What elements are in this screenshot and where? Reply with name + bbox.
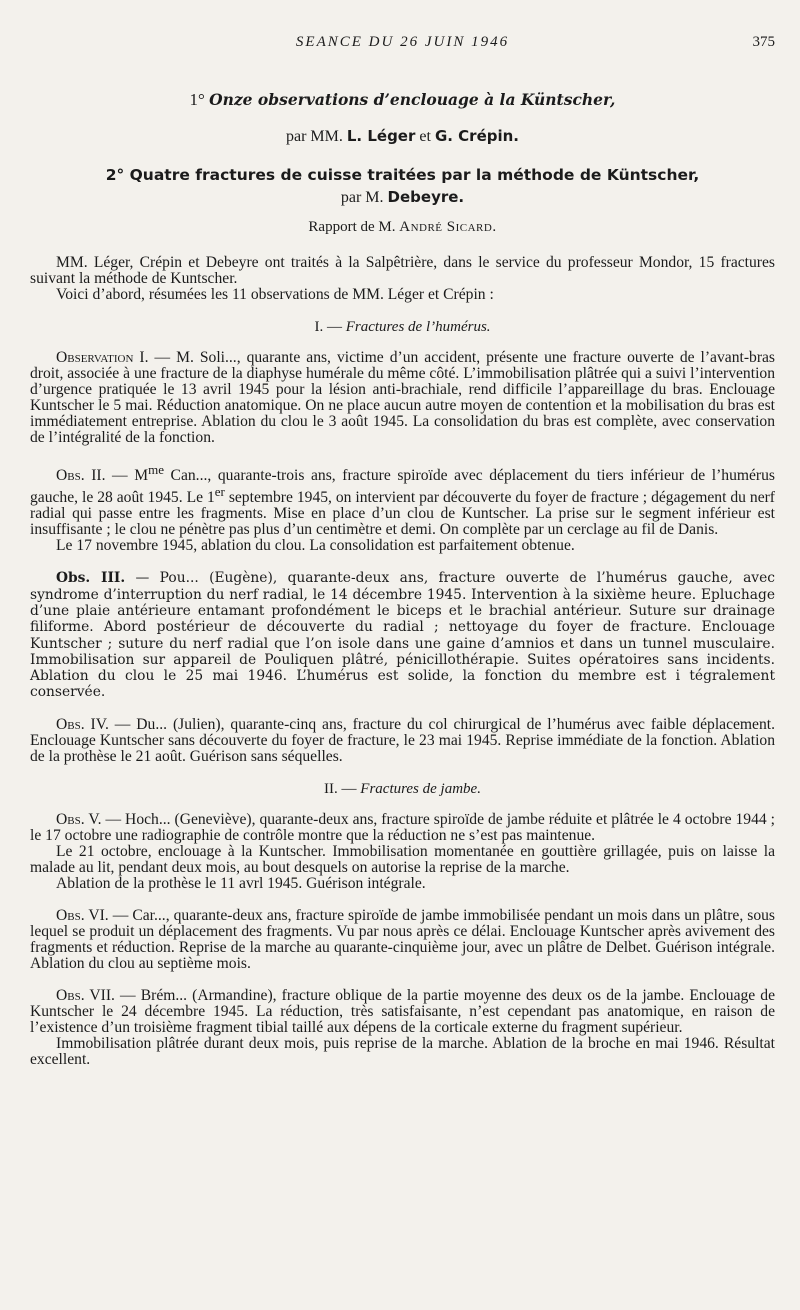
observation-2-continued: Le 17 novembre 1945, ablation du clou. La consolidation est parfaitement obtenue. [56, 537, 575, 555]
observation-text: — Brém... (Armandine), fracture oblique de la partie moyenne des deux os de la jambe. Enclouage de Kuntscher le 24 décembre 1945. La réduction, très satisfaisante, n’est cependant pas anatomique, en raison de l’existence d’un troisième fragment tibial taillé aux dépens de la corticale externe du fragment supérieur. [30, 986, 775, 1036]
observation-label: Obs. IV. [56, 715, 109, 733]
observation-label: Obs. VII. [56, 986, 115, 1004]
observation-text: — Du... (Julien), quarante-cinq ans, fracture du col chirurgical de l’humérus avec faible déplacement. Enclouage Kuntscher sans découverte du foyer de fracture, le 23 mai 1945. Reprise immédiate de la fonction. Ablation de la prothèse le 21 août. Guérison sans séquelles. [30, 715, 775, 765]
rapport-prefix: Rapport de M. [308, 219, 396, 235]
observation-text: — M [105, 467, 149, 485]
article1-title-text: Onze observations d’enclouage à la Küntscher, [209, 90, 616, 109]
observation-label: Obs. V. [56, 810, 102, 828]
article2-byline [30, 188, 775, 207]
article1-byline [30, 127, 775, 146]
observation-5-continued: Le 21 octobre, enclouage à la Kuntscher. Immobilisation momentanée en gouttière grillagée, puis on laisse la malade au lit, pendant deux mois, au bout desquels on autorise la reprise de la marche. [30, 842, 775, 876]
section-title: Fractures de l’humérus. [345, 319, 491, 335]
article1-prefix: 1° [189, 90, 205, 109]
observation-label: Observation I. [56, 349, 149, 366]
document-page [30, 34, 775, 1068]
observation-text: Can..., quarante-trois ans, fracture spiroïde avec déplacement du tiers inférieur de l’humérus gauche, le 28 août 1945. Le 1 [30, 467, 775, 507]
observation-4 [30, 717, 775, 765]
observation-label: Obs. II. [56, 467, 106, 485]
superscript: er [214, 484, 225, 500]
running-title: SEANCE DU 26 JUIN 1946 [295, 34, 510, 50]
running-head [30, 34, 775, 60]
section-heading [30, 781, 775, 798]
observation-label: Obs. VI. [56, 906, 109, 924]
observation-text: — Car..., quarante-deux ans, fracture spiroïde de jambe immobilisée pendant un mois dans un plâtre, sous lequel se produit un déplacement des fragments. Vu par nous après ce délai. Enclouage Kuntscher après avivement des fragments et réduction. Reprise de la marche au quarante-cinquième jour, avec un plâtre de Delbet. Guérison intégrale. Ablation du clou au septième mois. [30, 906, 775, 972]
section-number: II. — [324, 780, 357, 797]
observation-7 [30, 988, 775, 1036]
page-number: 375 [752, 34, 775, 50]
observation-7-continued: Immobilisation plâtrée durant deux mois, puis reprise de la marche. Ablation de la broche en mai 1946. Résultat excellent. [30, 1034, 775, 1068]
article2-title: 2° Quatre fractures de cuisse traitées par la méthode de Küntscher, [105, 166, 700, 184]
intro-paragraph: Voici d’abord, résumées les 11 observations de MM. Léger et Crépin : [56, 286, 494, 303]
observation-6 [30, 908, 775, 972]
observation-text: septembre 1945, on intervient par découverte du foyer de fracture ; dégagement du nerf radial qui passe entre les fragments. Mise en place d’un clou de Kuntscher. La prise sur le segment inférieur est insuffisante ; le clou ne pénètre pas plus d’un centimètre et demi. On complète par un cerclage au fil de Danis. [30, 489, 776, 539]
observation-2 [30, 462, 775, 538]
author-debeyre: Debeyre. [387, 188, 465, 206]
observation-5 [30, 812, 775, 844]
byline-prefix: par M. [340, 189, 384, 206]
section-heading [30, 319, 775, 336]
byline-prefix: par MM. [285, 128, 343, 145]
superscript: me [148, 462, 164, 477]
rapport-line [30, 219, 775, 236]
author-crepin: G. Crépin. [434, 127, 520, 145]
intro-paragraph: MM. Léger, Crépin et Debeyre ont traités à la Salpêtrière, dans le service du professeur Mondor, 15 fractures suivant la méthode de Kuntscher. [30, 254, 775, 287]
section-number: I. — [314, 319, 342, 335]
article1-title [30, 90, 775, 110]
observation-3 [30, 570, 775, 700]
observation-text: — Pou... (Eugène), quarante-deux ans, fracture ouverte de l’humérus gauche, avec syndrome d’interruption du nerf radial, le 14 décembre 1945. Intervention à la sixième heure. Epluchage d’une plaie antérieure entamant profondément le biceps et le brachial antérieur. Suture sur drainage filiforme. Abord postérieur de découverte du radial ; nettoyage du foyer de fracture. Enclouage Kuntscher ; suture du nerf radial que l’on isole dans une gaine d’amnios et dans un tunnel musculaire. Immobilisation sur appareil de Pouliquen plâtré, pénicillothérapie. Suites opératoires sans incidents. Ablation du clou le 25 mai 1946. L’humérus est solide, la fonction du membre est i tégralement conservée. [30, 570, 775, 701]
byline-conj: et [419, 128, 431, 145]
author-leger: L. Léger [346, 127, 416, 145]
reporter-name: André Sicard. [399, 219, 497, 235]
section-title: Fractures de jambe. [360, 780, 481, 797]
observation-text: — M. Soli..., quarante ans, victime d’un accident, présente une fracture ouverte de l’avant-bras droit, associée à une fracture de la diaphyse humérale du même côté. L’immobilisation plâtrée qui a suivi l’intervention d’urgence pratiquée le 13 avril 1945 pour la lésion anti-brachiale, rend difficile l’appareillage du bras. Enclouage Kuntscher le 5 mai. Réduction anatomique. On ne place aucun autre moyen de contention et la mobilisation du bras est immédiatement entreprise. Ablation du clou le 3 août 1945. La consolidation du bras est complète, avec conservation de l’intégralité de la fonction. [30, 349, 776, 446]
observation-label: Obs. III. [56, 570, 126, 587]
observation-text: — Hoch... (Geneviève), quarante-deux ans, fracture spiroïde de jambe réduite et plâtrée le 4 octobre 1944 ; le 17 octobre une radiographie de contrôle montre que la réduction ne s’est pas maintenue. [30, 810, 775, 844]
observation-5-conclusion: Ablation de la prothèse le 11 avrl 1945. Guérison intégrale. [56, 874, 426, 892]
observation-1 [30, 350, 775, 446]
